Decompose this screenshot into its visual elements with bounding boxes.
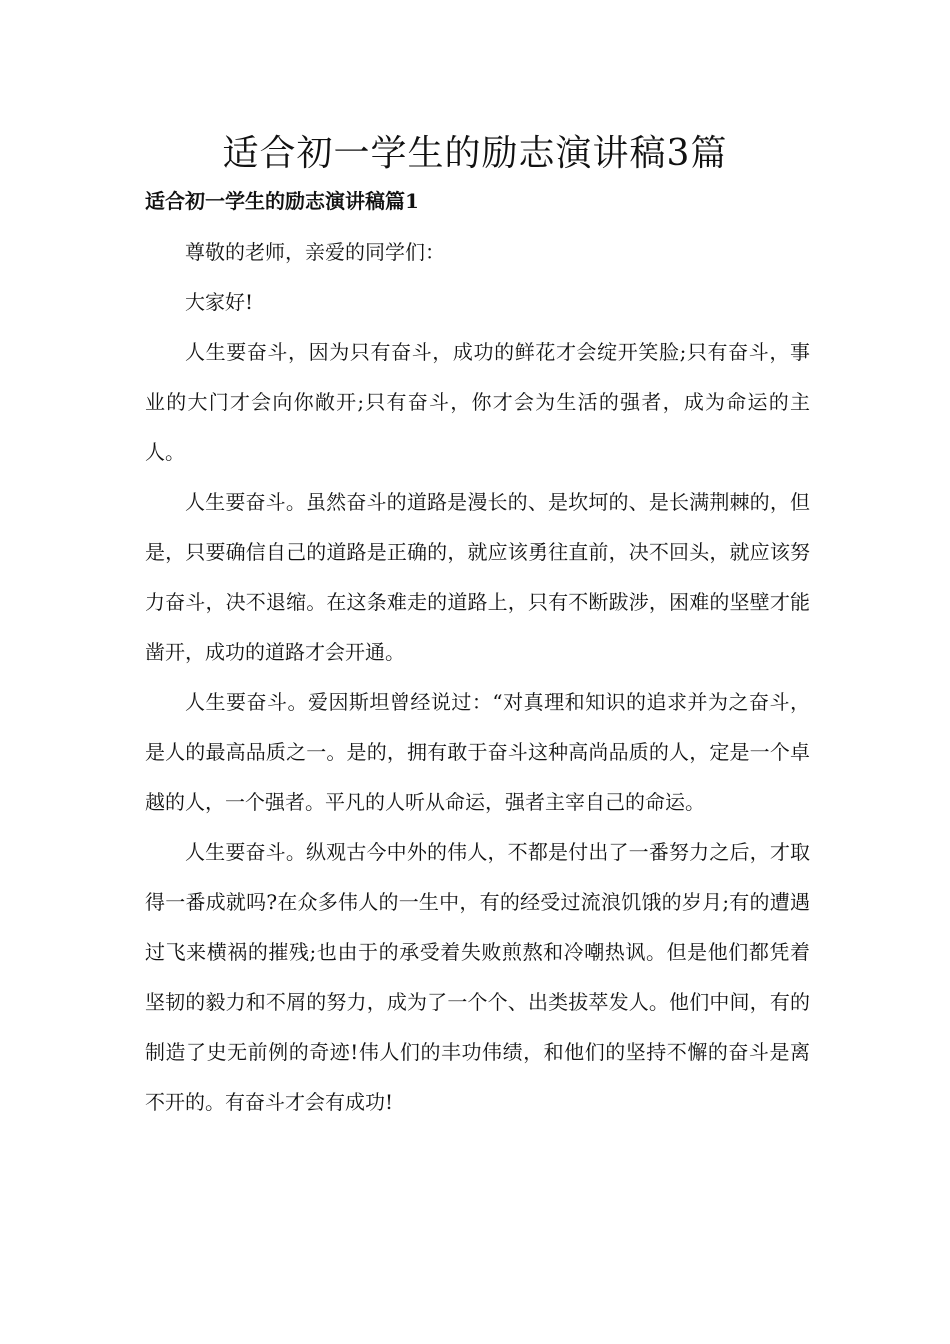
body-paragraph: 人生要奋斗，因为只有奋斗，成功的鲜花才会绽开笑脸;只有奋斗，事业的大门才会向你敞开;只有奋斗，你才会为生活的强者，成为命运的主人。 [145,340,810,464]
document-title: 适合初一学生的励志演讲稿3篇 [222,133,728,174]
document-body [145,227,810,1127]
salutation-paragraph: 大家好! [185,290,254,314]
body-paragraph: 人生要奋斗。爱因斯坦曾经说过：“对真理和知识的追求并为之奋斗，是人的最高品质之一。是的，拥有敢于奋斗这种高尚品质的人，定是一个卓越的人，一个强者。平凡的人听从命运，强者主宰自己的命运。 [145,690,810,814]
body-paragraph: 人生要奋斗。虽然奋斗的道路是漫长的、是坎坷的、是长满荆棘的，但是，只要确信自己的道路是正确的，就应该勇往直前，决不回头，就应该努力奋斗，决不退缩。在这条难走的道路上，只有不断跋涉，困难的坚壁才能凿开，成功的道路才会开通。 [145,490,810,664]
section-heading: 适合初一学生的励志演讲稿篇1 [145,189,419,213]
greeting-paragraph: 尊敬的老师，亲爱的同学们： [185,240,445,264]
body-paragraph: 人生要奋斗。纵观古今中外的伟人，不都是付出了一番努力之后，才取得一番成就吗?在众多伟人的一生中，有的经受过流浪饥饿的岁月;有的遭遇过飞来横祸的摧残;也由于的承受着失败煎熬和冷嘲热讽。但是他们都凭着坚韧的毅力和不屑的努力，成为了一个个、出类拔萃发人。他们中间，有的制造了史无前例的奇迹!伟人们的丰功伟绩，和他们的坚持不懈的奋斗是离不开的。有奋斗才会有成功! [145,840,810,1114]
